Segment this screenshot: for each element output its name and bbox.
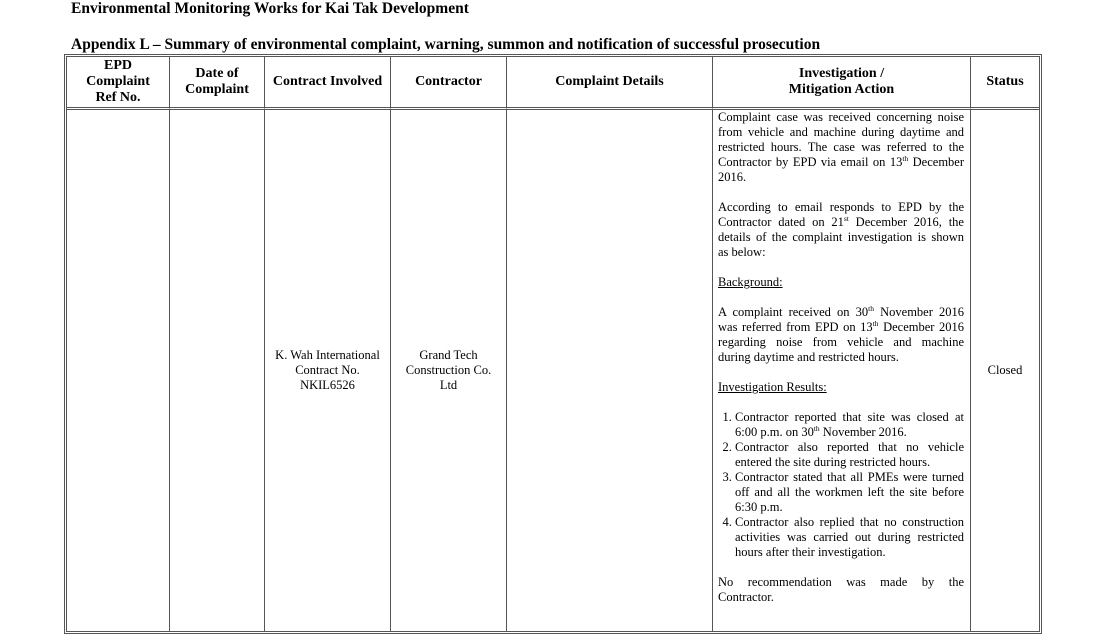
investigation-paragraph (718, 200, 964, 260)
header-status: Status (971, 57, 1039, 110)
table-row (67, 110, 1039, 631)
header-line: Mitigation Action (788, 82, 895, 97)
header-complaint-details: Complaint Details (507, 57, 713, 110)
text-run: November 2016. (819, 425, 907, 439)
text-run: December 2016 regarding noise from vehicle and machine during daytime and restricted hours. (718, 320, 964, 364)
cell-line: Grand Tech (419, 348, 478, 362)
cell-status: Closed (987, 363, 1023, 377)
document-title: Environmental Monitoring Works for Kai Tak Development (71, 0, 469, 17)
background-paragraph (718, 305, 964, 365)
ordinal-suffix: th (902, 154, 909, 163)
cell-line: Ltd (439, 378, 458, 392)
text-run: Complaint case was received concerning noise from vehicle and machine during daytime and restricted hours. The case was referred to the Contractor by EPD via email on 13 (718, 110, 964, 169)
header-line: Complaint (86, 74, 150, 89)
cell-complaint-details (507, 110, 713, 631)
heading-text: Background: (718, 275, 783, 289)
cell-investigation-mitigation (713, 110, 971, 631)
heading-text: Investigation Results: (718, 380, 827, 394)
cell-line: K. Wah International (275, 348, 380, 362)
header-date-of-complaint (170, 57, 265, 110)
ordinal-suffix: th (872, 319, 879, 328)
cell-date-of-complaint (170, 110, 265, 631)
header-line: Complaint (185, 82, 249, 97)
header-epd-ref-no (67, 57, 170, 110)
text-run: Contractor reported that site was closed at 6:00 p.m. on 30 (735, 410, 964, 439)
header-investigation-mitigation (713, 57, 971, 110)
appendix-title: Appendix L – Summary of environmental complaint, warning, summon and notification of successful prosecution (71, 36, 821, 53)
text-run: November 2016 was referred from EPD on 13 (718, 305, 965, 334)
text-run: A complaint received on 30 (718, 305, 869, 319)
header-line: Ref No. (95, 90, 141, 105)
cell-line: Construction Co. (405, 363, 492, 377)
text-run: December 2016, the details of the complaint investigation is shown as below: (718, 215, 964, 259)
header-row (67, 57, 1039, 110)
header-contract-involved: Contract Involved (265, 57, 391, 110)
ordinal-suffix: th (868, 304, 874, 313)
text-run: According to email responds to EPD by the Contractor dated on 21 (718, 200, 964, 229)
list-item (735, 410, 964, 440)
list-item: 4. Contractor also replied that no construction activities was carried out during restricted hours after their investigation. (735, 515, 964, 560)
header-line: Investigation / (798, 66, 885, 81)
cell-epd-ref-no (67, 110, 170, 631)
cell-contractor (391, 110, 507, 631)
cell-contract-involved (265, 110, 391, 631)
text-run: December 2016. (718, 155, 964, 184)
list-item: 3. Contractor stated that all PMEs were turned off and all the workmen left the site before 6:30 p.m. (735, 470, 964, 515)
investigation-paragraph (718, 110, 964, 185)
cell-line: NKIL6526 (300, 378, 355, 392)
results-heading (718, 380, 964, 395)
complaint-summary-table (64, 54, 1042, 634)
background-heading (718, 275, 964, 290)
ordinal-suffix: st (843, 214, 849, 223)
recommendation-paragraph: No recommendation was made by the Contractor. (718, 575, 964, 604)
header-line: EPD (104, 58, 132, 73)
header-contractor: Contractor (391, 57, 507, 110)
cell-line: Contract No. (295, 363, 360, 377)
investigation-results-list (718, 410, 964, 560)
list-item: 2. Contractor also reported that no vehicle entered the site during restricted hours. (735, 440, 964, 470)
ordinal-suffix: th (813, 424, 820, 433)
header-line: Date of (195, 66, 239, 81)
